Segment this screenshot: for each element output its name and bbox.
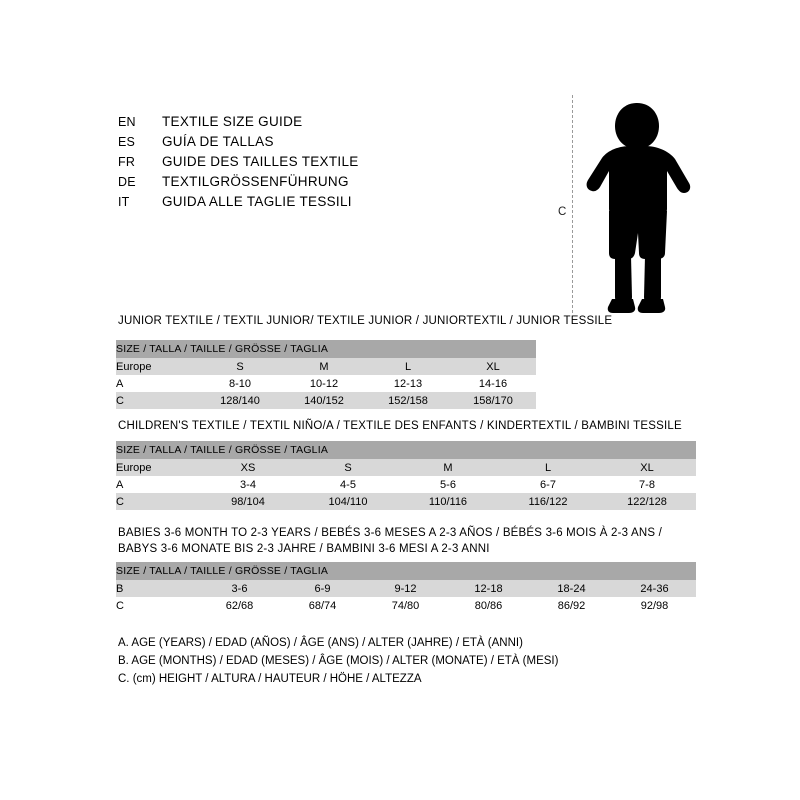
table-row	[116, 375, 536, 392]
cell-value: 10-12	[282, 375, 366, 392]
cell-value: 6-9	[281, 580, 364, 597]
row-label: C	[116, 392, 198, 409]
cell-size: L	[366, 358, 450, 375]
language-code: DE	[118, 175, 136, 189]
section-title-junior: JUNIOR TEXTILE / TEXTIL JUNIOR/ TEXTILE JUNIOR / JUNIORTEXTIL / JUNIOR TESSILE	[118, 315, 613, 327]
cell-size: S	[298, 459, 398, 476]
cell-region: Europe	[116, 358, 198, 375]
table-header-row	[116, 441, 696, 459]
size-table-babies	[116, 562, 696, 614]
cell-value: 104/110	[298, 493, 398, 510]
cell-value: 5-6	[398, 476, 498, 493]
cell-value: 3-4	[198, 476, 298, 493]
cell-value: 4-5	[298, 476, 398, 493]
row-label: B	[116, 580, 198, 597]
language-title-block	[118, 112, 458, 212]
cell-region: Europe	[116, 459, 198, 476]
language-title: GUIDA ALLE TAGLIE TESSILI	[162, 194, 352, 209]
size-table-junior	[116, 340, 536, 409]
cell-value: 140/152	[282, 392, 366, 409]
cell-value: 92/98	[613, 597, 696, 614]
cell-size: M	[398, 459, 498, 476]
table-header-label: SIZE / TALLA / TAILLE / GRÖSSE / TAGLIA	[116, 562, 696, 580]
legend-block	[118, 634, 558, 688]
language-title: GUIDE DES TAILLES TEXTILE	[162, 154, 359, 169]
table-header-row	[116, 562, 696, 580]
cell-size: M	[282, 358, 366, 375]
language-code: FR	[118, 155, 136, 169]
table-row	[116, 392, 536, 409]
cell-value: 62/68	[198, 597, 281, 614]
table-header-label: SIZE / TALLA / TAILLE / GRÖSSE / TAGLIA	[116, 441, 696, 459]
language-title: TEXTILE SIZE GUIDE	[162, 114, 303, 129]
cell-value: 3-6	[198, 580, 281, 597]
language-row	[118, 132, 458, 152]
table-row	[116, 459, 696, 476]
table-row	[116, 493, 696, 510]
cell-value: 7-8	[598, 476, 696, 493]
section-title-babies-line1: BABIES 3-6 MONTH TO 2-3 YEARS / BEBÉS 3-6 MESES A 2-3 AÑOS / BÉBÉS 3-6 MOIS À 2-3 ANS /	[118, 527, 663, 539]
legend-line-b: B. AGE (MONTHS) / EDAD (MESES) / ÂGE (MOIS) / ALTER (MONATE) / ETÀ (MESI)	[118, 655, 559, 667]
cell-value: 8-10	[198, 375, 282, 392]
row-label: C	[116, 597, 198, 614]
language-row	[118, 192, 458, 212]
cell-size: L	[498, 459, 598, 476]
table-row	[116, 358, 536, 375]
cell-size: XL	[450, 358, 536, 375]
measure-c-label: C	[558, 206, 567, 218]
table-header-label: SIZE / TALLA / TAILLE / GRÖSSE / TAGLIA	[116, 340, 536, 358]
language-code: EN	[118, 115, 136, 129]
cell-value: 122/128	[598, 493, 696, 510]
cell-value: 12-13	[366, 375, 450, 392]
table-header-row	[116, 340, 536, 358]
cell-value: 80/86	[447, 597, 530, 614]
row-label: C	[116, 493, 198, 510]
section-title-babies-line2: BABYS 3-6 MONATE BIS 2-3 JAHRE / BAMBINI 3-6 MESI A 2-3 ANNI	[118, 543, 490, 555]
cell-size: XS	[198, 459, 298, 476]
size-table-children	[116, 441, 696, 510]
cell-value: 158/170	[450, 392, 536, 409]
cell-value: 152/158	[366, 392, 450, 409]
language-title: GUÍA DE TALLAS	[162, 134, 274, 149]
section-title-children: CHILDREN'S TEXTILE / TEXTIL NIÑO/A / TEXTILE DES ENFANTS / KINDERTEXTIL / BAMBINI TESSILE	[118, 420, 682, 432]
language-code: ES	[118, 135, 136, 149]
cell-value: 24-36	[613, 580, 696, 597]
cell-value: 18-24	[530, 580, 613, 597]
language-row	[118, 112, 458, 132]
language-code: IT	[118, 195, 130, 209]
cell-value: 98/104	[198, 493, 298, 510]
table-row	[116, 476, 696, 493]
cell-value: 128/140	[198, 392, 282, 409]
cell-value: 9-12	[364, 580, 447, 597]
language-row	[118, 172, 458, 192]
language-title: TEXTILGRÖSSENFÜHRUNG	[162, 174, 349, 189]
cell-size: XL	[598, 459, 696, 476]
measure-dashed-line	[572, 95, 573, 313]
cell-value: 12-18	[447, 580, 530, 597]
cell-value: 6-7	[498, 476, 598, 493]
legend-line-c: C. (cm) HEIGHT / ALTURA / HAUTEUR / HÖHE / ALTEZZA	[118, 673, 422, 685]
cell-value: 116/122	[498, 493, 598, 510]
table-row	[116, 597, 696, 614]
row-label: A	[116, 476, 198, 493]
cell-value: 86/92	[530, 597, 613, 614]
child-silhouette-icon	[585, 101, 705, 316]
legend-line-a: A. AGE (YEARS) / EDAD (AÑOS) / ÂGE (ANS) / ALTER (JAHRE) / ETÀ (ANNI)	[118, 637, 523, 649]
cell-value: 110/116	[398, 493, 498, 510]
cell-value: 68/74	[281, 597, 364, 614]
row-label: A	[116, 375, 198, 392]
cell-value: 14-16	[450, 375, 536, 392]
cell-value: 74/80	[364, 597, 447, 614]
cell-size: S	[198, 358, 282, 375]
height-measure-figure	[540, 95, 720, 325]
language-row	[118, 152, 458, 172]
table-row	[116, 580, 696, 597]
